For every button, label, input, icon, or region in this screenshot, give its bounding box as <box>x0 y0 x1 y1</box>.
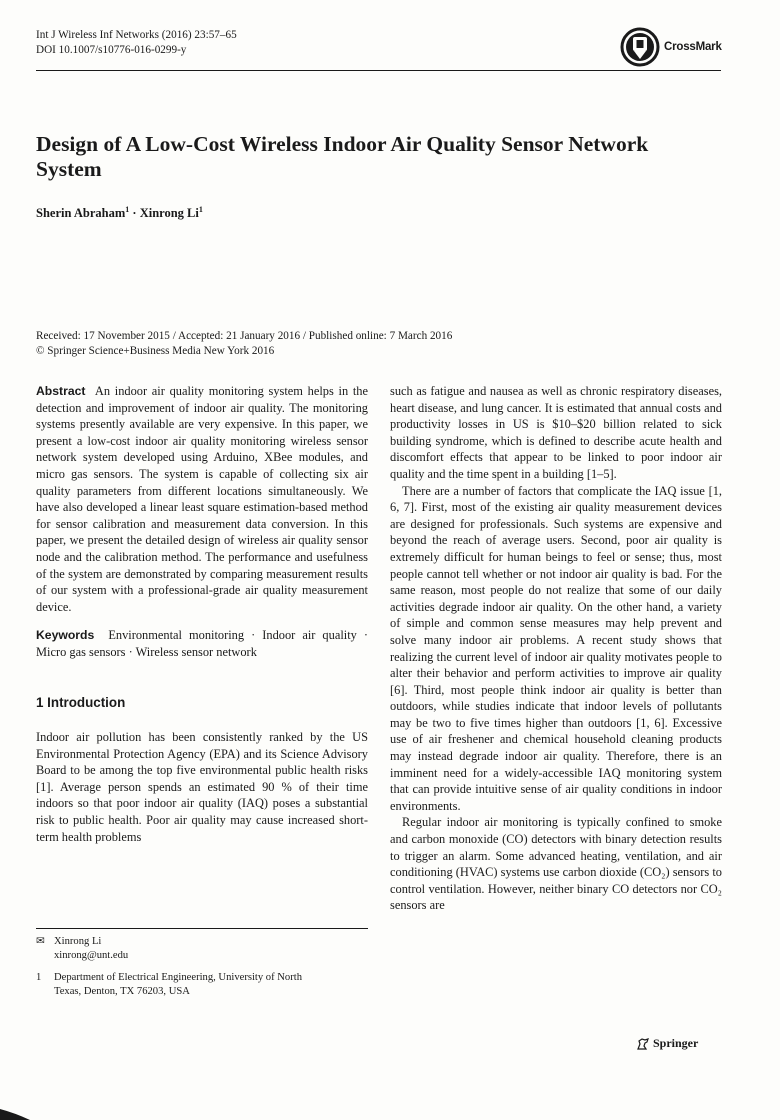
body-paragraph: Indoor air pollution has been consistently ranked by the US Environmental Protection Agency (EPA) and its Science Advisory Board to be among the top five environmental public health risks [1]. Average person spends an estimated 90 % of their time indoors so that poor indoor air quality (IAQ) poses a substantial risk to public health. Poor air quality may cause increased short-term health problems <box>36 730 368 844</box>
body-paragraph: Regular indoor air monitoring is typically confined to smoke and carbon monoxide (CO) detectors with binary detection results to trigger an alarm. Some advanced heating, ventilation, and air conditioning (HVAC) systems use carbon dioxide (CO₂) sensors to control ventilation. However, neither binary CO detectors nor CO₂ sensors are <box>390 815 722 913</box>
abstract-label: Abstract <box>36 384 86 398</box>
affiliation-mark: 1 <box>36 972 42 983</box>
affiliation-mark: 1 <box>198 205 203 214</box>
corresponding-author <box>36 935 368 949</box>
contact-name: Xinrong Li <box>54 936 102 947</box>
section-heading: 1 Introduction <box>36 694 126 710</box>
header-divider <box>36 70 721 71</box>
body-paragraph: There are a number of factors that complicate the IAQ issue [1, 6, 7]. First, most of the existing air quality measurement devices are designed for professionals. Such systems are expensive and beyond the reach of average users. Second, poor air quality is extremely difficult for human beings to feel or sense; thus, most people cannot tell whether or not indoor air quality is bad. For the same reason, most people do not realize that some of our daily activities degrade indoor air quality. On the other hand, a variety of simple and common sense measures may help prevent and solve many indoor air problems. A recent study shows that realizing the current level of indoor air quality motivates people to alter their behavior and perform activities to improve air quality [6]. Third, most people think indoor air quality is better than outdoors, while studies indicate that indoor levels of pollutants may be two to five times higher than outdoors [1, 6]. Excessive use of air freshener and chemical household cleaning products may instead degrade indoor air quality. Therefore, there is an imminent need for a widely-accessible IAQ monitoring system that can provide intuitive sense of air quality conditions in indoor environments. <box>390 483 722 813</box>
keywords-text: Environmental monitoring · Indoor air quality · Micro gas sensors · Wireless sensor network <box>36 628 368 659</box>
crossmark-icon <box>620 27 660 67</box>
left-column <box>36 383 368 845</box>
doi[interactable]: DOI 10.1007/s10776-016-0299-y <box>36 44 187 56</box>
envelope-icon: ✉ <box>36 936 45 947</box>
footnote-divider <box>36 928 368 929</box>
crossmark-label: CrossMark <box>664 41 722 53</box>
right-column <box>390 383 722 914</box>
copyright-line: © Springer Science+Business Media New York 2016 <box>36 345 275 357</box>
author-separator: · <box>129 206 140 221</box>
scan-corner-mark <box>0 1103 30 1120</box>
journal-header <box>36 28 237 58</box>
journal-citation: Int J Wireless Inf Networks (2016) 23:57–65 <box>36 29 237 41</box>
author-name[interactable]: Xinrong Li <box>139 206 199 221</box>
affiliation-text: Department of Electrical Engineering, University of North Texas, Denton, TX 76203, USA <box>54 972 302 997</box>
author-name[interactable]: Sherin Abraham <box>36 206 126 221</box>
history-dates: Received: 17 November 2015 / Accepted: 21 January 2016 / Published online: 7 March 2016 <box>36 330 453 342</box>
abstract <box>36 383 368 615</box>
publisher-label: Springer <box>653 1036 699 1050</box>
keywords-label: Keywords <box>36 628 95 643</box>
body-paragraph: such as fatigue and nausea as well as chronic respiratory diseases, heart disease, and lung cancer. It is estimated that annual costs and productivity losses in US is $10–$20 billion related to sick building syndrome, which is defined to describe acute health and discomfort effects that appear to be linked to poor indoor air quality and the time spent in a building [1–5]. <box>390 384 722 481</box>
springer-horse-icon <box>636 1037 650 1051</box>
paper-title: Design of A Low-Cost Wireless Indoor Air Quality Sensor Network System <box>36 132 649 181</box>
affiliation-mark: 1 <box>125 205 130 214</box>
crossmark-badge[interactable] <box>620 27 722 67</box>
affiliation <box>36 971 368 999</box>
article-history <box>36 329 452 359</box>
keywords <box>36 627 368 660</box>
abstract-text: An indoor air quality monitoring system helps in the detection and improvement of indoor air quality. The monitoring systems presently available are very expensive. In this paper, we present a low-cost indoor air quality monitoring wireless sensor network system developed using Arduino, XBee modules, and micro gas sensors. The system is capable of collecting six air quality parameters from different locations simultaneously. We have also developed a linear least square estimation-based method for sensor calibration and measurement data conversion. In this paper, we present the detailed design of wireless air quality sensor node and the calibration method. The performance and usefulness of the system are demonstrated by comparing measurement results of our system with a professional-grade air quality measurement device. <box>36 384 368 614</box>
footnotes <box>36 935 368 999</box>
contact-email[interactable]: xinrong@unt.edu <box>54 950 129 961</box>
author-list <box>36 205 203 221</box>
publisher-logo <box>636 1036 698 1051</box>
